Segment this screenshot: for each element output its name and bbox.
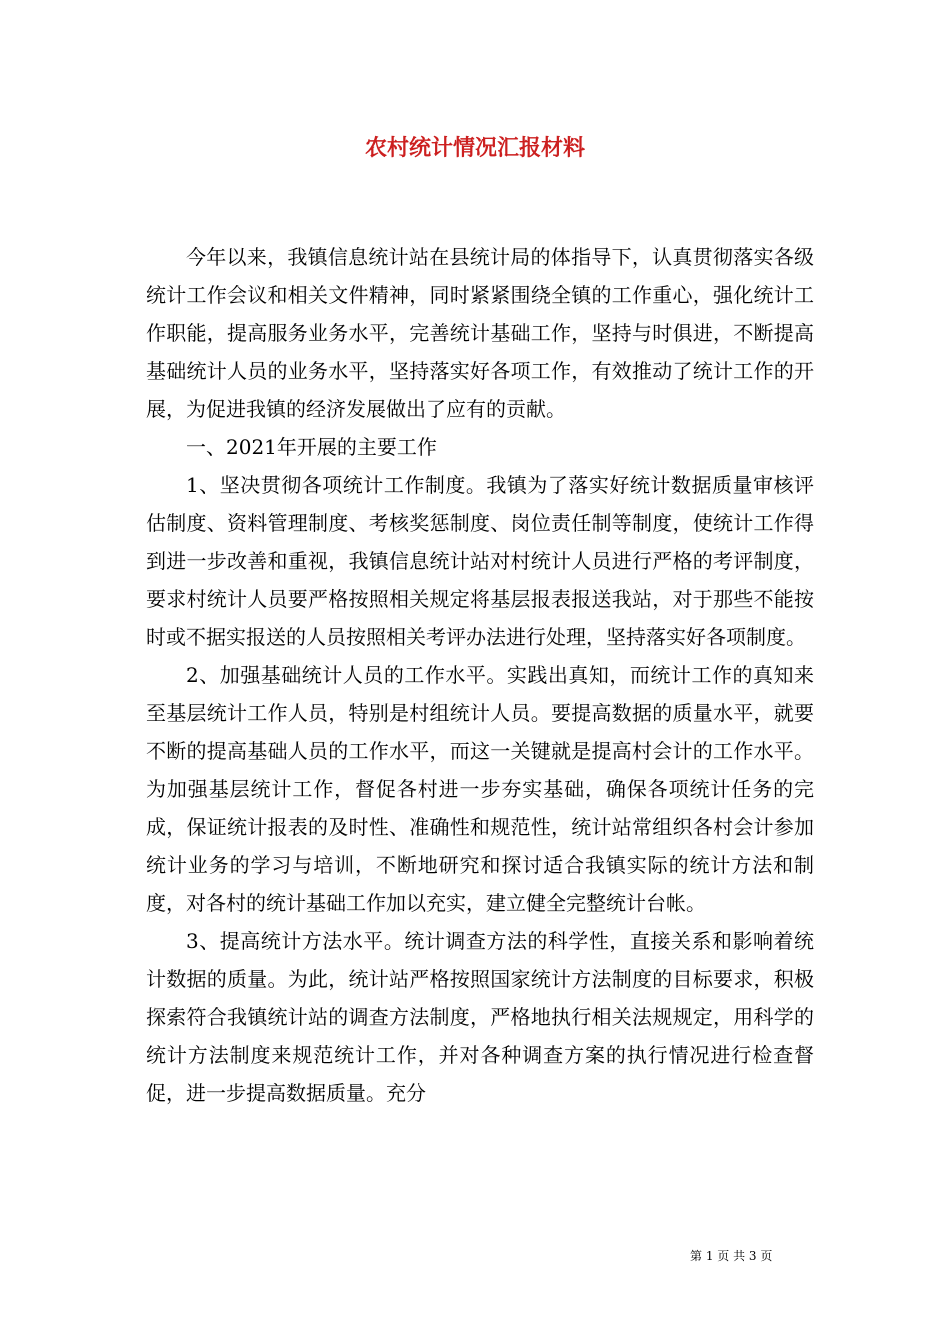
intro-paragraph: 今年以来，我镇信息统计站在县统计局的体指导下，认真贯彻落实各级统计工作会议和相关文件精神，同时紧紧围绕全镇的工作重心，强化统计工作职能，提高服务业务水平，完善统计基础工作，坚持与时俱进，不断提高基础统计人员的业务水平，坚持落实好各项工作，有效推动了统计工作的开展，为促进我镇的经济发展做出了应有的贡献。 — [146, 245, 814, 421]
document-title: 农村统计情况汇报材料 — [364, 135, 585, 161]
page-number: 第 1 页 共 3 页 — [690, 1249, 773, 1263]
document-body — [146, 238, 814, 1112]
item-3-paragraph: 3、提高统计方法水平。统计调查方法的科学性，直接关系和影响着统计数据的质量。为此，统计站严格按照国家统计方法制度的目标要求，积极探索符合我镇统计站的调查方法制度，严格地执行相关法规规定，用科学的统计方法制度来规范统计工作，并对各种调查方案的执行情况进行检查督促，进一步提高数据质量。充分 — [146, 929, 814, 1105]
section-heading: 一、2021年开展的主要工作 — [186, 435, 437, 459]
item-2-paragraph: 2、加强基础统计人员的工作水平。实践出真知，而统计工作的真知来至基层统计工作人员，特别是村组统计人员。要提高数据的质量水平，就要不断的提高基础人员的工作水平，而这一关键就是提高村会计的工作水平。为加强基层统计工作，督促各村进一步夯实基础，确保各项统计任务的完成，保证统计报表的及时性、准确性和规范性，统计站常组织各村会计参加统计业务的学习与培训，不断地研究和探讨适合我镇实际的统计方法和制度，对各村的统计基础工作加以充实，建立健全完整统计台帐。 — [146, 663, 814, 915]
item-1-paragraph: 1、坚决贯彻各项统计工作制度。我镇为了落实好统计数据质量审核评估制度、资料管理制度、考核奖惩制度、岗位责任制等制度，使统计工作得到进一步改善和重视，我镇信息统计站对村统计人员进行严格的考评制度，要求村统计人员要严格按照相关规定将基层报表报送我站，对于那些不能按时或不据实报送的人员按照相关考评办法进行处理，坚持落实好各项制度。 — [146, 473, 814, 649]
